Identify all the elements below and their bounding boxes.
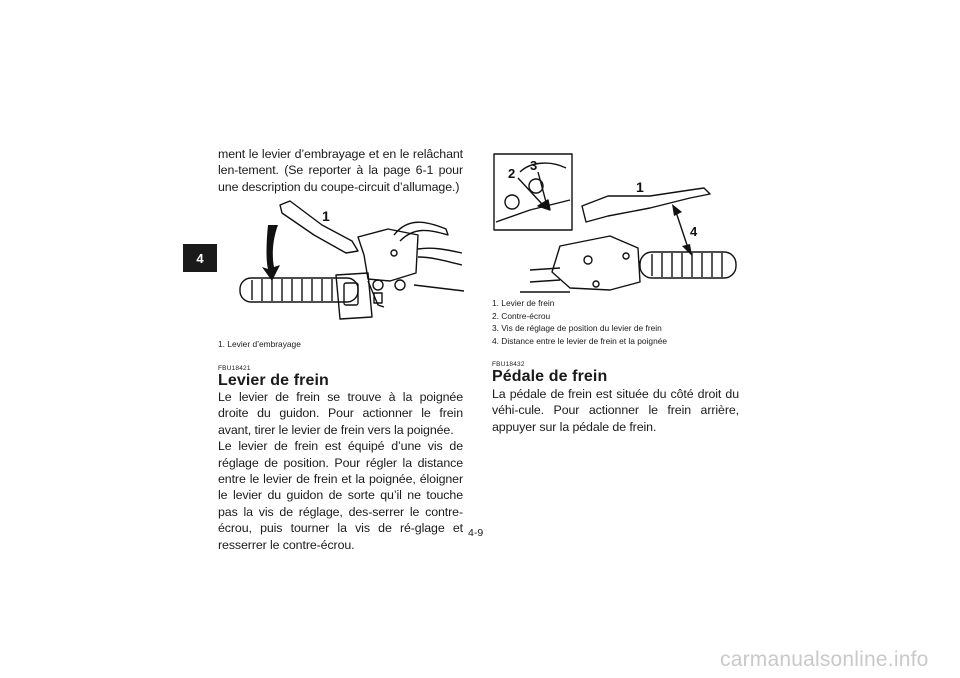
brake-lever-illustration: [490, 152, 742, 298]
section-code-pedale: FBU18432: [492, 361, 525, 368]
clutch-lever-illustration: [218, 195, 466, 335]
heading-pedale-de-frein: Pédale de frein: [492, 368, 608, 385]
page-number: 4-9: [468, 527, 484, 539]
figure2-caption-item-4: 4. Distance entre le levier de frein et la poignée: [492, 335, 668, 346]
intro-paragraph: ment le levier d’embrayage et en le relâchant len-tement. (Se reporter à la page 6-1 pour une description du coupe-circuit d’allumage.): [218, 147, 463, 194]
levier-paragraph-2: Le levier de frein est équipé d’une vis de réglage de position. Pour régler la distance entre le levier de frein et la poignée, éloigner le levier du guidon de sorte qu’il ne touche pas la vis de réglage, des-serrer le contre-écrou, puis tourner la vis de ré-glage et resserrer le contre-écrou.: [218, 439, 463, 552]
levier-body: [218, 389, 463, 553]
chapter-tab: 4: [183, 244, 217, 272]
figure2-callout-3: 3: [530, 158, 538, 173]
pedale-paragraph-1: La pédale de frein est située du côté droit du véhi-cule. Pour actionner le frein arrière, appuyer sur la pédale de frein.: [492, 387, 739, 434]
section-code-levier: FBU18421: [218, 365, 251, 372]
figure1-caption-item: 1. Levier d’embrayage: [218, 339, 301, 349]
figure2-callout-4: 4: [690, 224, 698, 239]
heading-levier-de-frein: Levier de frein: [218, 372, 329, 389]
figure2-callout-1: 1: [636, 179, 644, 195]
figure2-caption-item-3: 3. Vis de réglage de position du levier de frein: [492, 323, 662, 334]
figure2-caption-item-1: 1. Levier de frein: [492, 298, 555, 308]
figure2-caption-item-2: 2. Contre-écrou: [492, 310, 551, 321]
figure2-callout-2: 2: [508, 166, 516, 181]
levier-paragraph-1: Le levier de frein se trouve à la poignée droite du guidon. Pour actionner le frein avant, tirer le levier de frein vers la poignée.: [218, 390, 463, 437]
figure1-callout: 1: [322, 208, 330, 224]
intro-text: [218, 146, 463, 195]
pedale-body: [492, 386, 739, 435]
figure1-caption: [218, 338, 301, 351]
figure2-caption: [492, 297, 667, 347]
watermark: carmanualsonline.info: [720, 648, 929, 671]
